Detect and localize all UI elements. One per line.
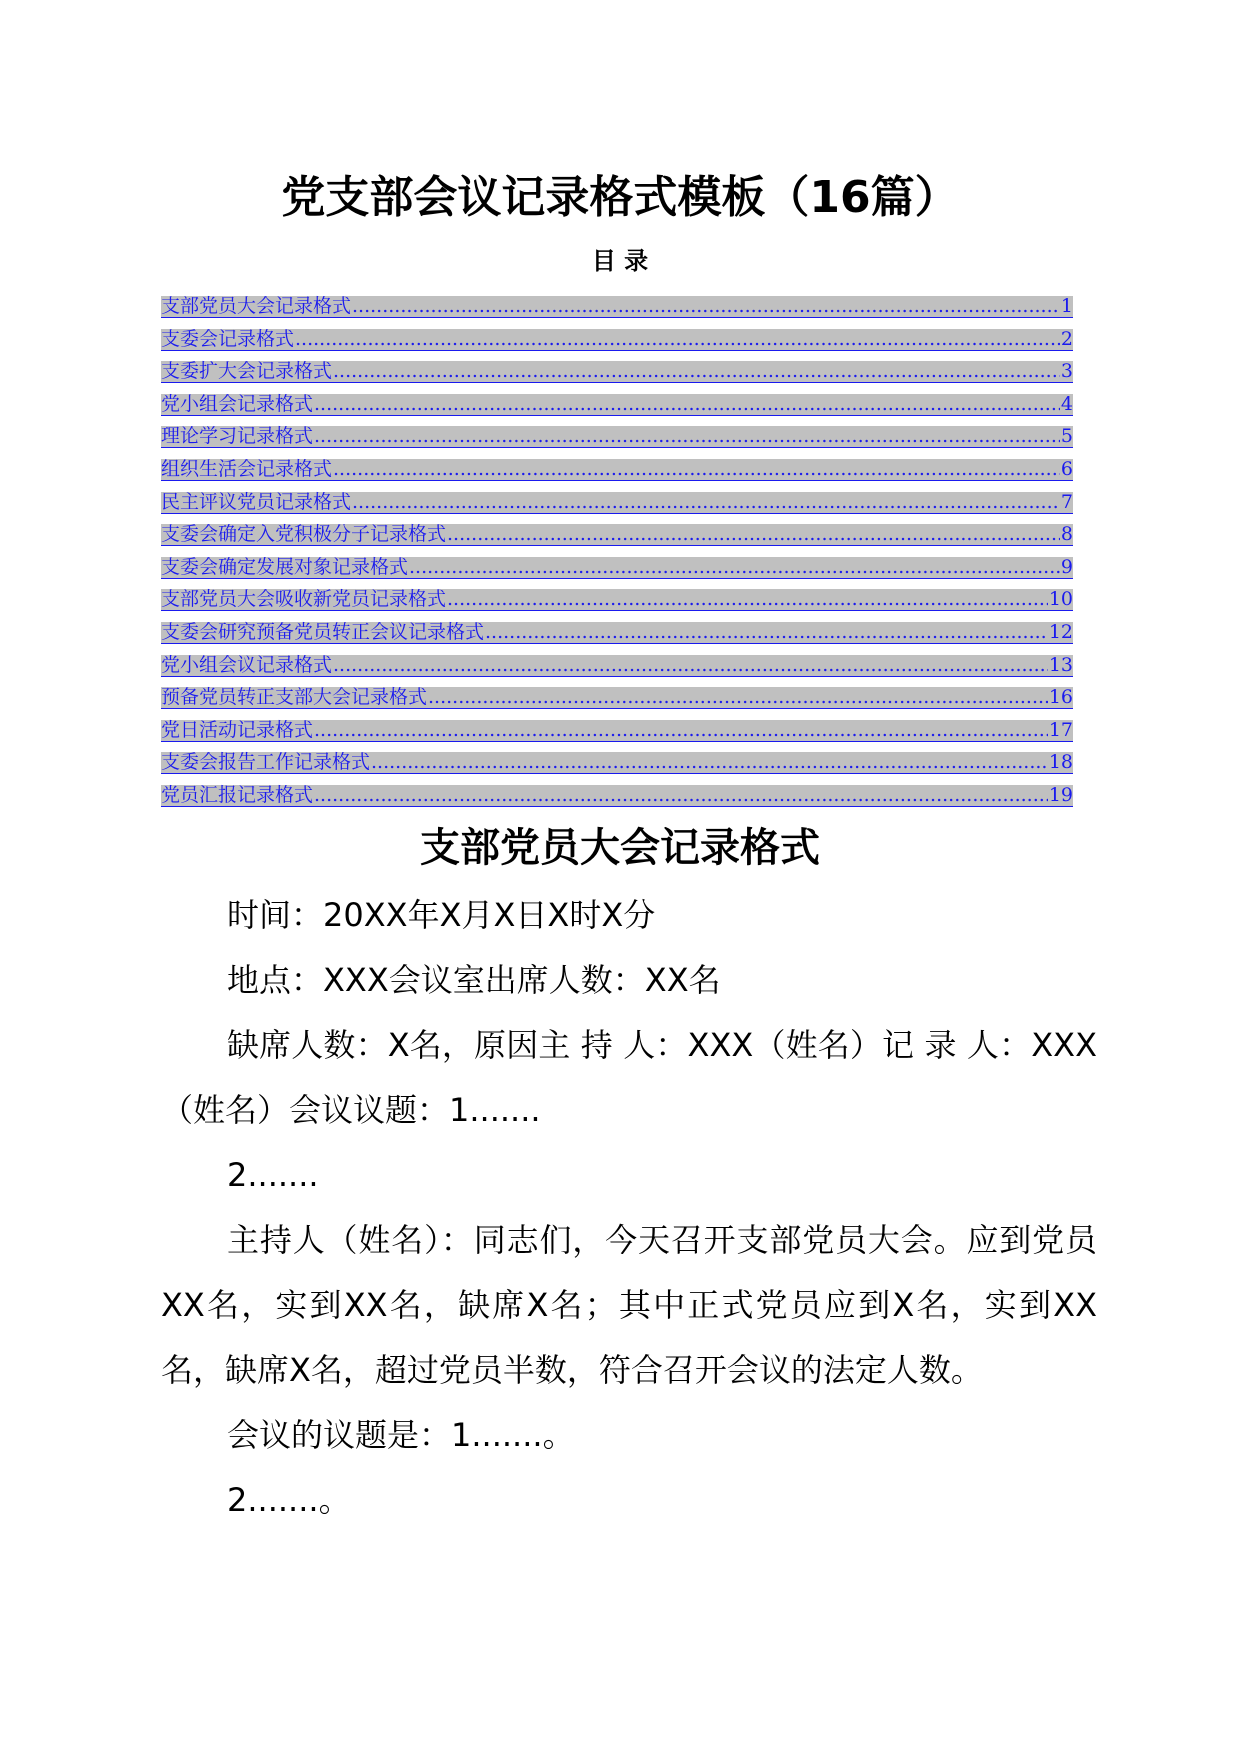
toc-leader-dots <box>352 295 1060 317</box>
toc-leader-dots <box>447 523 1060 545</box>
toc-entry-label: 支部党员大会记录格式 <box>161 295 352 317</box>
toc-entry-label: 支委会确定入党积极分子记录格式 <box>161 523 447 546</box>
meeting-time-paragraph: 时间：20XX年X月X日X时X分 <box>227 896 656 934</box>
toc-entry-label: 支委扩大会记录格式 <box>161 360 333 383</box>
toc-entry[interactable] <box>161 329 1073 351</box>
toc-entry-label: 支委会研究预备党员转正会议记录格式 <box>161 620 485 643</box>
section-heading: 支部党员大会记录格式 <box>420 825 820 871</box>
meeting-attendance-paragraph: 缺席人数：X名，原因主 持 人：XXX（姓名）记 录 人：XXX（姓名）会议议题：1....... <box>161 1026 1097 1129</box>
toc-entry-page: 10 <box>1048 588 1073 611</box>
section-body <box>161 883 1097 1533</box>
toc-entry-page: 3 <box>1060 360 1073 383</box>
toc-entry-page: 2 <box>1060 327 1073 350</box>
document-title: 党支部会议记录格式模板（16篇） <box>281 172 959 223</box>
toc-leader-dots <box>314 393 1060 415</box>
table-of-contents <box>161 296 1073 818</box>
toc-entry-label: 理论学习记录格式 <box>161 425 314 448</box>
toc-leader-dots <box>314 784 1048 806</box>
toc-entry[interactable] <box>161 655 1073 677</box>
toc-entry-label: 党小组会议记录格式 <box>161 653 333 676</box>
toc-entry[interactable] <box>161 720 1073 742</box>
toc-entry-page: 9 <box>1060 555 1073 578</box>
toc-entry[interactable] <box>161 589 1073 611</box>
toc-leader-dots <box>333 654 1048 676</box>
toc-leader-dots <box>447 588 1048 610</box>
toc-entry-page: 8 <box>1060 523 1073 546</box>
toc-leader-dots <box>333 360 1060 382</box>
toc-entry-page: 13 <box>1048 653 1073 676</box>
toc-leader-dots <box>371 751 1048 773</box>
toc-leader-dots <box>314 719 1048 741</box>
toc-entry-page: 1 <box>1060 295 1073 317</box>
toc-entry-page: 18 <box>1048 751 1073 774</box>
toc-entry-page: 7 <box>1060 490 1073 513</box>
toc-entry[interactable] <box>161 426 1073 448</box>
toc-entry[interactable] <box>161 394 1073 416</box>
toc-entry-page: 5 <box>1060 425 1073 448</box>
toc-entry-label: 支部党员大会吸收新党员记录格式 <box>161 588 447 611</box>
toc-entry[interactable] <box>161 557 1073 579</box>
toc-entry[interactable] <box>161 361 1073 383</box>
toc-entry-label: 预备党员转正支部大会记录格式 <box>161 686 428 709</box>
toc-entry[interactable] <box>161 785 1073 807</box>
toc-leader-dots <box>485 621 1048 643</box>
meeting-location-paragraph: 地点：XXX会议室出席人数：XX名 <box>227 961 721 999</box>
toc-entry-page: 16 <box>1048 686 1073 709</box>
agenda-paragraph: 会议的议题是：1.......。 <box>227 1416 575 1454</box>
toc-entry[interactable] <box>161 296 1073 318</box>
toc-leader-dots <box>352 491 1060 513</box>
toc-leader-dots <box>409 556 1060 578</box>
toc-leader-dots <box>295 328 1060 350</box>
toc-entry-label: 民主评议党员记录格式 <box>161 490 352 513</box>
toc-entry-label: 支委会确定发展对象记录格式 <box>161 555 409 578</box>
toc-entry-label: 党小组会记录格式 <box>161 392 314 415</box>
toc-entry-page: 4 <box>1060 392 1073 415</box>
toc-entry-label: 党日活动记录格式 <box>161 718 314 741</box>
host-remarks-paragraph: 主持人（姓名）：同志们，今天召开支部党员大会。应到党员XX名，实到XX名，缺席X名；其中正式党员应到X名，实到XX名，缺席X名，超过党员半数，符合召开会议的法定人数。 <box>161 1221 1097 1389</box>
toc-entry[interactable] <box>161 752 1073 774</box>
toc-entry[interactable] <box>161 492 1073 514</box>
toc-entry-page: 12 <box>1048 620 1073 643</box>
toc-entry[interactable] <box>161 459 1073 481</box>
toc-entry[interactable] <box>161 524 1073 546</box>
agenda-item-paragraph: 2.......。 <box>227 1481 351 1519</box>
toc-heading: 目 录 <box>591 247 649 275</box>
toc-entry-page: 17 <box>1048 718 1073 741</box>
toc-leader-dots <box>428 686 1048 708</box>
toc-entry-label: 支委会记录格式 <box>161 327 295 350</box>
toc-entry-page: 19 <box>1048 783 1073 806</box>
toc-leader-dots <box>314 425 1060 447</box>
toc-entry-page: 6 <box>1060 457 1073 480</box>
toc-entry[interactable] <box>161 622 1073 644</box>
toc-leader-dots <box>333 458 1060 480</box>
agenda-item-paragraph: 2....... <box>227 1156 319 1194</box>
toc-entry-label: 支委会报告工作记录格式 <box>161 751 371 774</box>
toc-entry-label: 组织生活会记录格式 <box>161 457 333 480</box>
toc-entry[interactable] <box>161 687 1073 709</box>
toc-entry-label: 党员汇报记录格式 <box>161 783 314 806</box>
